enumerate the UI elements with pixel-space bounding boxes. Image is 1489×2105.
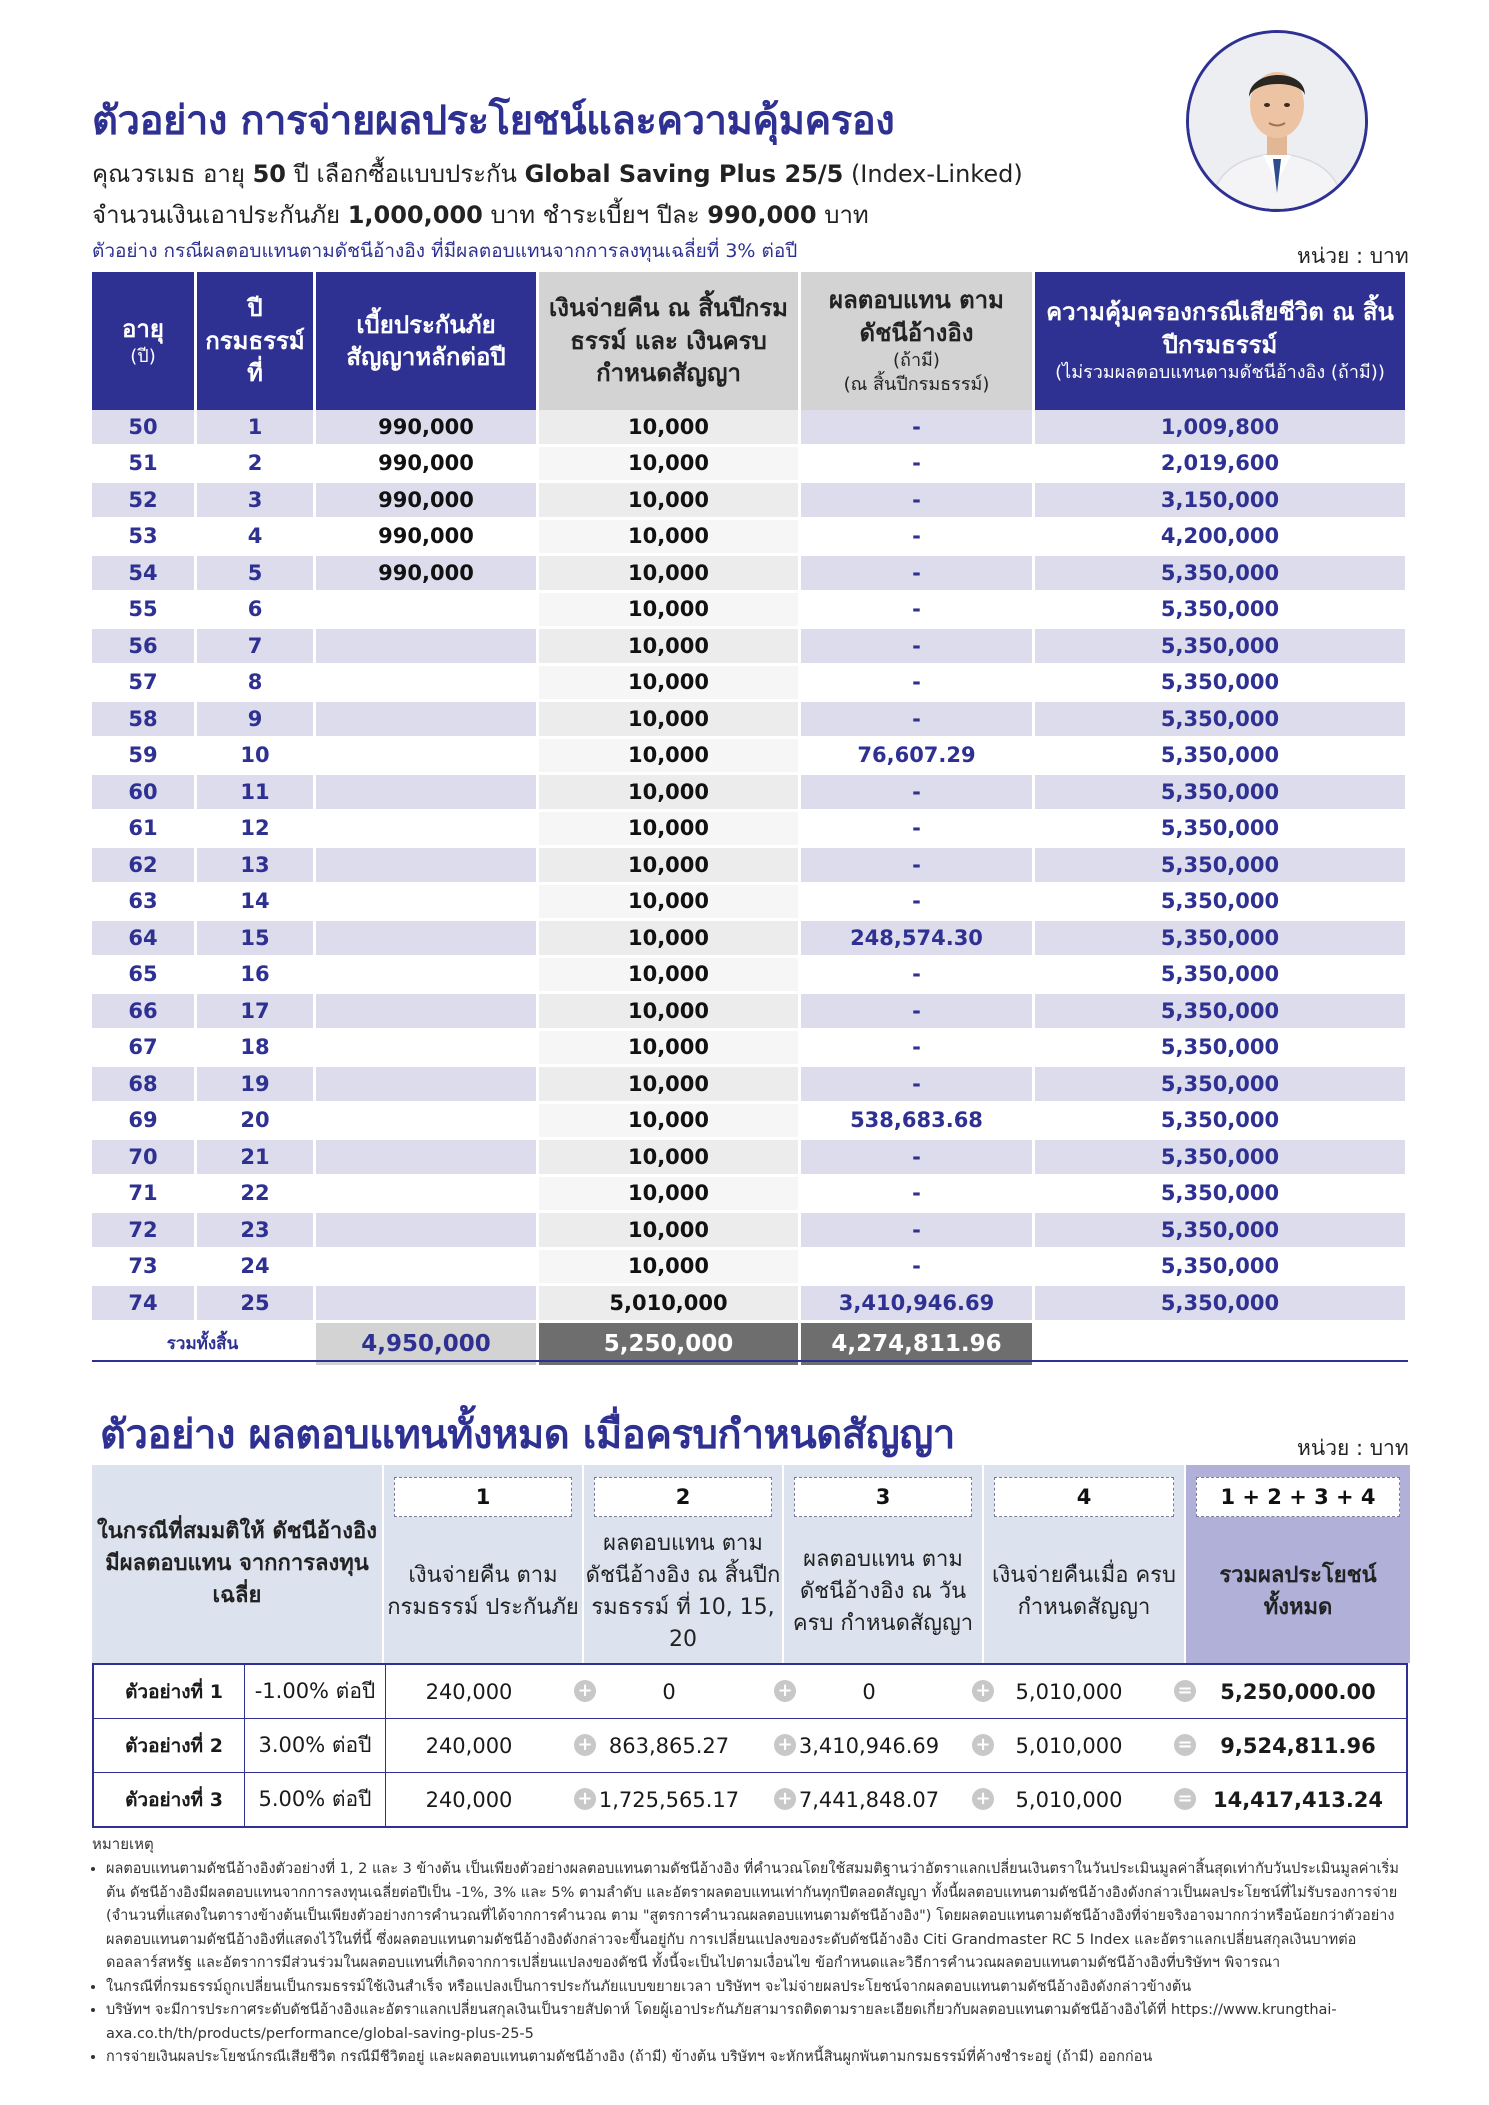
cell-age: 57 xyxy=(92,666,197,703)
cell-age: 51 xyxy=(92,447,197,484)
cell-cashback: 10,000 xyxy=(539,1177,801,1214)
cell-index-return: 76,607.29 xyxy=(801,739,1035,776)
total-returns-body xyxy=(92,1663,1408,1828)
cell-premium: 990,000 xyxy=(316,447,539,484)
column-label: เงินจ่ายคืน ตามกรมธรรม์ ประกันภัย xyxy=(387,1563,579,1620)
cell-premium xyxy=(316,1250,539,1287)
table-row xyxy=(92,666,1408,703)
example-rate: 5.00% ต่อปี xyxy=(244,1773,386,1826)
businessman-portrait xyxy=(1186,30,1368,212)
intro-text: (Index-Linked) xyxy=(843,160,1023,188)
benefit-value-c4: 5,010,000 xyxy=(1015,1733,1123,1758)
cell-index-return: - xyxy=(801,593,1035,630)
cell-age: 61 xyxy=(92,812,197,849)
total-benefit-value: 9,524,811.96 xyxy=(1220,1733,1376,1758)
table-row xyxy=(92,1067,1408,1104)
cell-premium: 990,000 xyxy=(316,556,539,593)
cell-death-benefit: 1,009,800 xyxy=(1035,410,1408,447)
cell-policy-year: 13 xyxy=(197,848,316,885)
cell-age: 68 xyxy=(92,1067,197,1104)
cell-age: 73 xyxy=(92,1250,197,1287)
cell-policy-year: 14 xyxy=(197,885,316,922)
cell-age: 63 xyxy=(92,885,197,922)
table-row xyxy=(92,593,1408,630)
cell-death-benefit: 5,350,000 xyxy=(1035,1213,1408,1250)
cell-premium xyxy=(316,629,539,666)
cell-death-benefit: 5,350,000 xyxy=(1035,593,1408,630)
cell-premium: 990,000 xyxy=(316,520,539,557)
header-assumption: ในกรณีที่สมมติให้ ดัชนีอ้างอิงมีผลตอบแทน จากการลงทุนเฉลี่ย xyxy=(97,1519,377,1608)
cell-cashback: 10,000 xyxy=(539,958,801,995)
benefit-value-c2: 863,865.27 xyxy=(608,1733,730,1758)
table-row xyxy=(92,1104,1408,1141)
table-row xyxy=(92,1140,1408,1177)
intro-premium: 990,000 xyxy=(707,201,817,229)
table-row xyxy=(92,739,1408,776)
example-rate: -1.00% ต่อปี xyxy=(244,1665,386,1718)
cell-age: 58 xyxy=(92,702,197,739)
cell-age: 67 xyxy=(92,1031,197,1068)
table-row xyxy=(92,520,1408,557)
unit-label: หน่วย : บาท xyxy=(1297,1436,1409,1460)
cell-cashback: 5,010,000 xyxy=(539,1286,801,1323)
column-label: ผลตอบแทน ตามดัชนีอ้างอิง ณ สิ้นปีกรมธรรม์ ที่ 10, 15, 20 xyxy=(585,1531,781,1652)
benefit-value-c4: 5,010,000 xyxy=(1015,1787,1123,1812)
cell-cashback: 10,000 xyxy=(539,921,801,958)
intro-text: จำนวนเงินเอาประกันภัย xyxy=(92,201,348,229)
cell-cashback: 10,000 xyxy=(539,447,801,484)
cell-policy-year: 3 xyxy=(197,483,316,520)
cell-age: 53 xyxy=(92,520,197,557)
footnotes xyxy=(92,1832,1408,2070)
header-col-3 xyxy=(782,1465,982,1663)
cell-death-benefit: 5,350,000 xyxy=(1035,885,1408,922)
equals-circle-icon: = xyxy=(1174,1734,1196,1756)
cell-premium xyxy=(316,702,539,739)
cell-death-benefit: 5,350,000 xyxy=(1035,848,1408,885)
column-label: รวมผลประโยชน์ ทั้งหมด xyxy=(1219,1563,1377,1620)
cell-cashback: 10,000 xyxy=(539,1104,801,1141)
cell-index-return: - xyxy=(801,629,1035,666)
cell-age: 65 xyxy=(92,958,197,995)
cell-death-benefit: 5,350,000 xyxy=(1035,1140,1408,1177)
cell-cashback: 10,000 xyxy=(539,1031,801,1068)
cell-index-return: 538,683.68 xyxy=(801,1104,1035,1141)
table-total-row xyxy=(92,1323,1408,1365)
header-death-benefit xyxy=(1035,272,1408,410)
cell-death-benefit: 2,019,600 xyxy=(1035,447,1408,484)
cell-age: 59 xyxy=(92,739,197,776)
cell-death-benefit: 5,350,000 xyxy=(1035,958,1408,995)
cell-policy-year: 8 xyxy=(197,666,316,703)
intro-text: บาท xyxy=(816,201,869,229)
cell-policy-year: 20 xyxy=(197,1104,316,1141)
benefit-schedule-table xyxy=(92,272,1408,1365)
cell-death-benefit: 5,350,000 xyxy=(1035,1286,1408,1323)
cell-cashback: 10,000 xyxy=(539,1213,801,1250)
cell-index-return: - xyxy=(801,1031,1035,1068)
cell-index-return: - xyxy=(801,1177,1035,1214)
intro-text: บาท ชำระเบี้ยฯ ปีละ xyxy=(482,201,708,229)
cell-index-return: - xyxy=(801,994,1035,1031)
cell-cashback: 10,000 xyxy=(539,994,801,1031)
header-col-1 xyxy=(382,1465,582,1663)
cell-policy-year: 18 xyxy=(197,1031,316,1068)
benefit-value-c4: 5,010,000 xyxy=(1015,1679,1123,1704)
cell-policy-year: 4 xyxy=(197,520,316,557)
cell-premium xyxy=(316,666,539,703)
cell-premium xyxy=(316,994,539,1031)
benefit-value-c2: 1,725,565.17 xyxy=(598,1787,740,1812)
cell-cashback: 10,000 xyxy=(539,666,801,703)
header-index-return-sub: (ณ สิ้นปีกรมธรรม์) xyxy=(843,374,990,396)
table-row xyxy=(92,1031,1408,1068)
cell-death-benefit: 5,350,000 xyxy=(1035,1031,1408,1068)
cell-cashback: 10,000 xyxy=(539,775,801,812)
example-row xyxy=(94,1773,1406,1826)
total-benefit-value: 5,250,000.00 xyxy=(1220,1679,1376,1704)
footnote-item: • ในกรณีที่กรมธรรม์ถูกเปลี่ยนเป็นกรมธรรม์ใช้เงินสำเร็จ หรือแปลงเป็นการประกันภัยแบบขยายเวลา บริษัทฯ จะไม่จ่ายผลประโยชน์จากผลตอบแทนตามดัชนีอ้างอิงดังกล่าวข้างต้น xyxy=(106,1976,1408,1999)
benefit-value-c1: 240,000 xyxy=(425,1679,513,1704)
cell-age: 64 xyxy=(92,921,197,958)
cell-death-benefit: 5,350,000 xyxy=(1035,812,1408,849)
cell-death-benefit: 3,150,000 xyxy=(1035,483,1408,520)
scenario-note: ตัวอย่าง กรณีผลตอบแทนตามดัชนีอ้างอิง ที่มีผลตอบแทนจากการลงทุนเฉลี่ยที่ 3% ต่อปี xyxy=(92,240,798,262)
cell-index-return: - xyxy=(801,556,1035,593)
benefit-value-c3: 0 xyxy=(862,1679,876,1704)
cell-premium xyxy=(316,1031,539,1068)
total-cashback: 5,250,000 xyxy=(539,1323,801,1365)
plus-circle-icon: + xyxy=(774,1734,796,1756)
column-number-box: 3 xyxy=(794,1477,972,1517)
header-age-unit: (ปี) xyxy=(130,346,156,368)
cell-policy-year: 9 xyxy=(197,702,316,739)
cell-policy-year: 16 xyxy=(197,958,316,995)
cell-death-benefit: 5,350,000 xyxy=(1035,1104,1408,1141)
cell-age: 72 xyxy=(92,1213,197,1250)
cell-policy-year: 5 xyxy=(197,556,316,593)
cell-age: 62 xyxy=(92,848,197,885)
table-row xyxy=(92,410,1408,447)
column-number-box: 4 xyxy=(994,1477,1174,1517)
cell-index-return: - xyxy=(801,958,1035,995)
cell-policy-year: 7 xyxy=(197,629,316,666)
table-row xyxy=(92,447,1408,484)
plus-circle-icon: + xyxy=(774,1680,796,1702)
cell-death-benefit: 5,350,000 xyxy=(1035,556,1408,593)
example-row xyxy=(94,1665,1406,1719)
benefit-value-c1: 240,000 xyxy=(425,1787,513,1812)
intro-text: ปี เลือกซื้อแบบประกัน xyxy=(285,160,525,188)
cell-cashback: 10,000 xyxy=(539,812,801,849)
table-row xyxy=(92,1213,1408,1250)
cell-policy-year: 19 xyxy=(197,1067,316,1104)
cell-index-return: - xyxy=(801,775,1035,812)
table-row xyxy=(92,483,1408,520)
cell-death-benefit: 5,350,000 xyxy=(1035,739,1408,776)
cell-cashback: 10,000 xyxy=(539,885,801,922)
plus-circle-icon: + xyxy=(972,1788,994,1810)
cell-index-return: - xyxy=(801,812,1035,849)
table-row xyxy=(92,958,1408,995)
cell-index-return: - xyxy=(801,1213,1035,1250)
cell-policy-year: 6 xyxy=(197,593,316,630)
intro-plan-name: Global Saving Plus 25/5 xyxy=(524,160,844,188)
total-premium: 4,950,000 xyxy=(316,1323,539,1365)
column-number-box: 1 + 2 + 3 + 4 xyxy=(1196,1477,1400,1517)
intro-age: 50 xyxy=(252,160,286,188)
cell-index-return: 3,410,946.69 xyxy=(801,1286,1035,1323)
cell-premium xyxy=(316,1177,539,1214)
column-label: เงินจ่ายคืนเมื่อ ครบกำหนดสัญญา xyxy=(992,1563,1176,1620)
footnote-item: • ผลตอบแทนตามดัชนีอ้างอิงตัวอย่างที่ 1, 2 และ 3 ข้างต้น เป็นเพียงตัวอย่างผลตอบแทนตามดัชนีอ้างอิง ที่คำนวณโดยใช้สมมติฐานว่าอัตราแลกเปลี่ยนเงินตราในวันประเมินมูลค่าสิ้นสุดเท่ากับวันประเมินมูลค่าเริ่มต้น ดัชนีอ้างอิงมีผลตอบแทนจากการลงทุนเฉลี่ยต่อปีเป็น -1%, 3% และ 5% ตามลำดับ และอัตราผลตอบแทนเท่ากันทุกปีตลอดสัญญา ทั้งนี้ผลตอบแทนตามดัชนีอ้างอิงดังกล่าวเป็นผลประโยชน์ที่ไม่รับรองการจ่าย (จำนวนที่แสดงในตารางข้างต้นเป็นเพียงตัวอย่างการคำนวณที่ได้จากการคำนวณ ตาม "สูตรการคำนวณผลตอบแทนตามดัชนีอ้างอิง") โดยผลตอบแทนตามดัชนีอ้างอิงที่จ่ายจริงอาจมากกว่าหรือน้อยกว่าตัวอย่างผลตอบแทนตามดัชนีอ้างอิงที่แสดงไว้ในที่นี้ ซึ่งผลตอบแทนตามดัชนีอ้างอิงดังกล่าวจะขึ้นอยู่กับ การเปลี่ยนแปลงของระดับดัชนีอ้างอิง Citi Grandmaster RC 5 Index และอัตราแลกเปลี่ยนสกุลเงินบาทต่อดอลลาร์สหรัฐ และอัตราการมีส่วนร่วมในผลตอบแทนที่เกิดจากการเปลี่ยนแปลงของดัชนี ทั้งนี้จะเป็นไปตามเงื่อนไข ข้อกำหนดและวิธีการคำนวณผลตอบแทนตามดัชนีอ้างอิงที่บริษัทฯ พิจารณา xyxy=(106,1858,1408,1975)
cell-premium xyxy=(316,775,539,812)
cell-index-return: - xyxy=(801,1250,1035,1287)
total-returns-table xyxy=(92,1465,1408,1828)
cell-cashback: 10,000 xyxy=(539,1067,801,1104)
cell-death-benefit: 5,350,000 xyxy=(1035,629,1408,666)
header-policy-year: ปี กรมธรรม์ที่ xyxy=(197,272,316,410)
table-row xyxy=(92,994,1408,1031)
cell-death-benefit: 5,350,000 xyxy=(1035,1177,1408,1214)
cell-index-return: - xyxy=(801,666,1035,703)
cell-death-benefit: 5,350,000 xyxy=(1035,1250,1408,1287)
cell-cashback: 10,000 xyxy=(539,1140,801,1177)
plus-circle-icon: + xyxy=(972,1734,994,1756)
cell-premium xyxy=(316,812,539,849)
portrait-illustration xyxy=(1189,33,1365,209)
cell-policy-year: 23 xyxy=(197,1213,316,1250)
header-index-return xyxy=(801,272,1035,410)
cell-death-benefit: 5,350,000 xyxy=(1035,775,1408,812)
column-number-box: 2 xyxy=(594,1477,772,1517)
cell-index-return: 248,574.30 xyxy=(801,921,1035,958)
table-row xyxy=(92,775,1408,812)
cell-cashback: 10,000 xyxy=(539,520,801,557)
cell-policy-year: 22 xyxy=(197,1177,316,1214)
cell-premium xyxy=(316,1067,539,1104)
table-row xyxy=(92,848,1408,885)
cell-death-benefit: 5,350,000 xyxy=(1035,666,1408,703)
header-age-label: อายุ xyxy=(122,314,164,343)
plus-circle-icon: + xyxy=(574,1680,596,1702)
benefit-value-c3: 3,410,946.69 xyxy=(798,1733,940,1758)
cell-premium xyxy=(316,958,539,995)
cell-cashback: 10,000 xyxy=(539,739,801,776)
table-row xyxy=(92,921,1408,958)
table-row xyxy=(92,885,1408,922)
cell-death-benefit: 5,350,000 xyxy=(1035,921,1408,958)
footnotes-list xyxy=(92,1858,1408,2069)
example-label: ตัวอย่างที่ 3 xyxy=(125,1788,223,1811)
cell-cashback: 10,000 xyxy=(539,848,801,885)
header-index-return-label: ผลตอบแทน ตามดัชนีอ้างอิง xyxy=(829,286,1004,347)
footnote-item: • บริษัทฯ จะมีการประกาศระดับดัชนีอ้างอิงและอัตราแลกเปลี่ยนสกุลเงินเป็นรายสัปดาห์ โดยผู้เอาประกันภัยสามารถติดตามรายละเอียดเกี่ยวกับผลตอบแทนตามดัชนีอ้างอิงได้ที่ https://www.krungthai-axa.co.th/th/products/performance/global-saving-plus-25-5 xyxy=(106,1999,1408,2046)
header-death-label: ความคุ้มครองกรณีเสียชีวิต ณ สิ้นปีกรมธรรม์ xyxy=(1046,298,1394,359)
intro-line-2 xyxy=(92,195,869,234)
plus-circle-icon: + xyxy=(574,1734,596,1756)
cell-premium xyxy=(316,593,539,630)
example-rate: 3.00% ต่อปี xyxy=(244,1719,386,1772)
cell-death-benefit: 4,200,000 xyxy=(1035,520,1408,557)
cell-age: 50 xyxy=(92,410,197,447)
cell-cashback: 10,000 xyxy=(539,1250,801,1287)
header-col-2 xyxy=(582,1465,782,1663)
column-number-box: 1 xyxy=(394,1477,572,1517)
table-row xyxy=(92,629,1408,666)
cell-age: 70 xyxy=(92,1140,197,1177)
table-bottom-rule xyxy=(92,1360,1408,1362)
cell-cashback: 10,000 xyxy=(539,702,801,739)
table-row xyxy=(92,812,1408,849)
header-col-4 xyxy=(982,1465,1184,1663)
cell-age: 66 xyxy=(92,994,197,1031)
cell-premium xyxy=(316,1104,539,1141)
header-age xyxy=(92,272,197,410)
benefit-value-c1: 240,000 xyxy=(425,1733,513,1758)
intro-text: คุณวรเมธ อายุ xyxy=(92,160,253,188)
example-label: ตัวอย่างที่ 2 xyxy=(125,1734,223,1757)
cell-policy-year: 1 xyxy=(197,410,316,447)
intro-sum-assured: 1,000,000 xyxy=(347,201,483,229)
cell-index-return: - xyxy=(801,848,1035,885)
column-label: ผลตอบแทน ตามดัชนีอ้างอิง ณ วันครบ กำหนดสัญญา xyxy=(792,1547,974,1636)
cell-premium xyxy=(316,1213,539,1250)
cell-age: 56 xyxy=(92,629,197,666)
cell-policy-year: 15 xyxy=(197,921,316,958)
table-row xyxy=(92,1286,1408,1323)
cell-age: 60 xyxy=(92,775,197,812)
cell-premium: 990,000 xyxy=(316,483,539,520)
page-title: ตัวอย่าง การจ่ายผลประโยชน์และความคุ้มครอง xyxy=(92,98,895,144)
header-death-sub: (ไม่รวมผลตอบแทนตามดัชนีอ้างอิง (ถ้ามี)) xyxy=(1055,362,1385,384)
cell-cashback: 10,000 xyxy=(539,410,801,447)
cell-policy-year: 12 xyxy=(197,812,316,849)
cell-premium xyxy=(316,1286,539,1323)
header-premium: เบี้ยประกันภัย สัญญาหลักต่อปี xyxy=(316,272,539,410)
equals-circle-icon: = xyxy=(1174,1680,1196,1702)
cell-age: 71 xyxy=(92,1177,197,1214)
plus-circle-icon: + xyxy=(972,1680,994,1702)
cell-index-return: - xyxy=(801,1067,1035,1104)
section-title-total-returns: ตัวอย่าง ผลตอบแทนทั้งหมด เมื่อครบกำหนดสัญญา xyxy=(100,1412,955,1458)
cell-policy-year: 17 xyxy=(197,994,316,1031)
plus-circle-icon: + xyxy=(774,1788,796,1810)
cell-index-return: - xyxy=(801,483,1035,520)
table-row xyxy=(92,702,1408,739)
example-label: ตัวอย่างที่ 1 xyxy=(125,1680,223,1703)
total-benefit-value: 14,417,413.24 xyxy=(1212,1787,1384,1812)
footnote-item: • การจ่ายเงินผลประโยชน์กรณีเสียชีวิต กรณีมีชีวิตอยู่ และผลตอบแทนตามดัชนีอ้างอิง (ถ้ามี) ข้างต้น บริษัทฯ จะหักหนี้สินผูกพันตามกรมธรรม์ที่ค้างชำระอยู่ (ถ้ามี) ออกก่อน xyxy=(106,2046,1408,2069)
cell-cashback: 10,000 xyxy=(539,556,801,593)
unit-label: หน่วย : บาท xyxy=(1297,244,1409,268)
cell-death-benefit: 5,350,000 xyxy=(1035,1067,1408,1104)
cell-index-return: - xyxy=(801,1140,1035,1177)
cell-policy-year: 10 xyxy=(197,739,316,776)
cell-age: 54 xyxy=(92,556,197,593)
cell-index-return: - xyxy=(801,447,1035,484)
cell-premium xyxy=(316,848,539,885)
cell-cashback: 10,000 xyxy=(539,629,801,666)
cell-premium xyxy=(316,885,539,922)
cell-policy-year: 25 xyxy=(197,1286,316,1323)
benefit-value-c2: 0 xyxy=(662,1679,676,1704)
header-index-return-sub: (ถ้ามี) xyxy=(893,350,940,372)
cell-death-benefit: 5,350,000 xyxy=(1035,702,1408,739)
header-cashback: เงินจ่ายคืน ณ สิ้นปีกรมธรรม์ และ เงินครบกำหนดสัญญา xyxy=(539,272,801,410)
total-label: รวมทั้งสิ้น xyxy=(92,1323,316,1365)
total-returns-header xyxy=(92,1465,1408,1663)
plus-circle-icon: + xyxy=(574,1788,596,1810)
total-empty xyxy=(1035,1323,1408,1365)
cell-age: 69 xyxy=(92,1104,197,1141)
cell-age: 55 xyxy=(92,593,197,630)
total-index-return: 4,274,811.96 xyxy=(801,1323,1035,1365)
equals-circle-icon: = xyxy=(1174,1788,1196,1810)
cell-policy-year: 11 xyxy=(197,775,316,812)
cell-age: 74 xyxy=(92,1286,197,1323)
footnotes-title: หมายเหตุ xyxy=(92,1835,154,1853)
table-row xyxy=(92,1177,1408,1214)
cell-premium xyxy=(316,1140,539,1177)
header-col-total xyxy=(1184,1465,1410,1663)
cell-premium: 990,000 xyxy=(316,410,539,447)
cell-cashback: 10,000 xyxy=(539,483,801,520)
table-row xyxy=(92,556,1408,593)
cell-index-return: - xyxy=(801,885,1035,922)
benefit-value-c3: 7,441,848.07 xyxy=(798,1787,940,1812)
cell-age: 52 xyxy=(92,483,197,520)
example-row xyxy=(94,1719,1406,1773)
table-row xyxy=(92,1250,1408,1287)
cell-death-benefit: 5,350,000 xyxy=(1035,994,1408,1031)
cell-index-return: - xyxy=(801,410,1035,447)
cell-policy-year: 21 xyxy=(197,1140,316,1177)
intro-line-1 xyxy=(92,154,1023,193)
cell-premium xyxy=(316,921,539,958)
cell-index-return: - xyxy=(801,702,1035,739)
cell-policy-year: 2 xyxy=(197,447,316,484)
cell-index-return: - xyxy=(801,520,1035,557)
cell-policy-year: 24 xyxy=(197,1250,316,1287)
cell-premium xyxy=(316,739,539,776)
cell-cashback: 10,000 xyxy=(539,593,801,630)
